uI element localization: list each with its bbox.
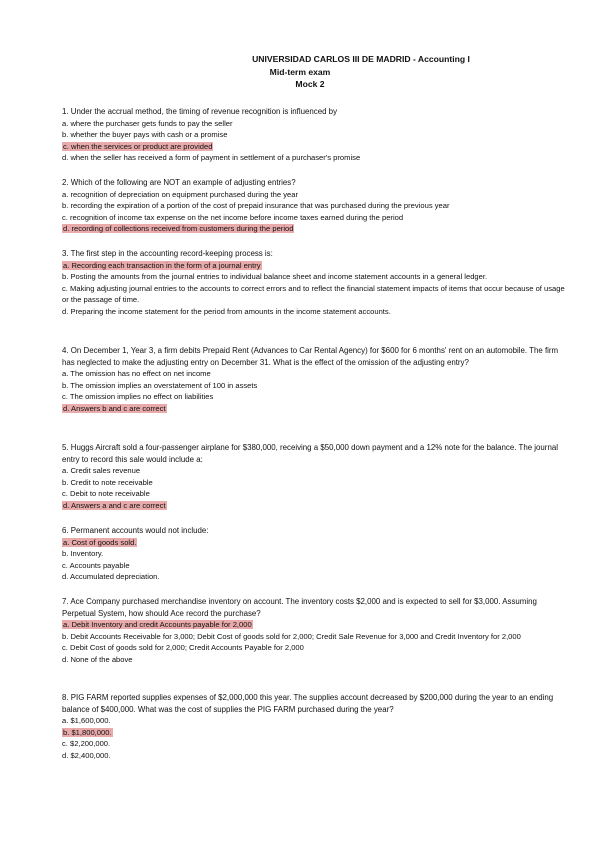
answer-option: b. recording the expiration of a portion of the cost of prepaid insurance that was purchased during the previous year [62, 201, 450, 211]
answer-option: b. whether the buyer pays with cash or a promise [62, 130, 228, 140]
answer-option-highlighted: b. $1,800,000. [63, 727, 112, 737]
answer-option-highlighted: a. Debit Inventory and credit Accounts payable for 2,000 [63, 620, 252, 630]
question-stem: 5. Huggs Aircraft sold a four-passenger airplane for $380,000, receiving a $50,000 down payment and a 12% note for the balance. The journal entry to record this sale would include a: [62, 443, 558, 464]
question-stem: 7. Ace Company purchased merchandise inventory on account. The inventory costs $2,000 and is expected to sell for $3,000. Assuming Perpetual System, how should Ace record the purchase? [62, 597, 537, 618]
question-5 [62, 442, 570, 512]
answer-option-highlighted: d. recording of collections received from customers during the period [63, 224, 294, 234]
question-stem: 2. Which of the following are NOT an example of adjusting entries? [62, 178, 296, 187]
answer-option: d. when the seller has received a form of payment in settlement of a purchaser's promise [62, 153, 361, 163]
answer-option: d. $2,400,000. [62, 750, 111, 760]
answer-option: d. Accumulated depreciation. [62, 572, 160, 582]
question-7 [62, 596, 570, 666]
exam-mock-label: Mock 2 [295, 79, 325, 89]
answer-option: c. Making adjusting journal entries to the accounts to correct errors and to reflect the financial statement impacts of items that occur because of usage or the passage of time. [62, 283, 565, 305]
answer-option: b. Credit to note receivable [62, 477, 153, 487]
answer-option: a. $1,600,000. [62, 716, 111, 726]
question-stem: 8. PIG FARM reported supplies expenses of $2,000,000 this year. The supplies account decreased by $200,000 during the year to an ending balance of $400,000. What was the cost of supplies the PIG FARM purchased during the year? [62, 693, 554, 714]
answer-option: c. Accounts payable [62, 560, 130, 570]
answer-option: c. $2,200,000. [62, 739, 111, 749]
answer-option-highlighted: d. Answers b and c are correct [63, 403, 166, 413]
answer-option: b. Debit Accounts Receivable for 3,000; Debit Cost of goods sold for 2,000; Credit Sale Revenue for 3,000 and Credit Inventory for 2,000 [62, 631, 521, 641]
question-4 [62, 345, 570, 415]
answer-option: b. The omission implies an overstatement of 100 in assets [62, 380, 258, 390]
answer-option: a. The omission has no effect on net income [62, 369, 211, 379]
answer-option-highlighted: a. Cost of goods sold. [63, 537, 137, 547]
question-1 [62, 106, 570, 164]
answer-option: a. recognition of depreciation on equipment purchased during the year [62, 189, 298, 199]
answer-option: a. Credit sales revenue [62, 466, 141, 476]
answer-option: a. where the purchaser gets funds to pay the seller [62, 118, 233, 128]
exam-title: UNIVERSIDAD CARLOS III DE MADRID - Accounting I [252, 54, 470, 64]
answer-option-highlighted: d. Answers a and c are correct [63, 500, 166, 510]
answer-option: d. Preparing the income statement for the period from amounts in the income statement accounts. [62, 306, 391, 316]
question-6 [62, 525, 570, 583]
answer-option: c. Debit to note receivable [62, 489, 150, 499]
question-stem: 4. On December 1, Year 3, a firm debits Prepaid Rent (Advances to Car Rental Agency) for $600 for 6 months' rent on an automobile. The firm has neglected to make the adjusting entry on December 31. What is the effect of the omission of the adjusting entry? [62, 346, 559, 367]
answer-option: c. recognition of income tax expense on the net income before income taxes earned during the period [62, 212, 404, 222]
exam-header [0, 53, 600, 91]
question-stem: 6. Permanent accounts would not include: [62, 526, 209, 535]
answer-option: c. Debit Cost of goods sold for 2,000; Credit Accounts Payable for 2,000 [62, 643, 304, 653]
question-stem: 3. The first step in the accounting record-keeping process is: [62, 249, 273, 258]
answer-option: c. The omission implies no effect on liabilities [62, 392, 214, 402]
answer-option-highlighted: a. Recording each transaction in the form of a journal entry [63, 260, 261, 270]
answer-option: d. None of the above [62, 654, 133, 664]
exam-subtitle: Mid-term exam [269, 66, 331, 77]
answer-option: b. Inventory. [62, 549, 104, 559]
question-8 [62, 692, 570, 762]
question-3 [62, 248, 570, 318]
question-stem: 1. Under the accrual method, the timing of revenue recognition is influenced by [62, 107, 338, 116]
answer-option-highlighted: c. when the services or product are provided [63, 141, 213, 151]
question-2 [62, 177, 570, 235]
answer-option: b. Posting the amounts from the journal entries to individual balance sheet and income statement accounts in a general ledger. [62, 272, 488, 282]
